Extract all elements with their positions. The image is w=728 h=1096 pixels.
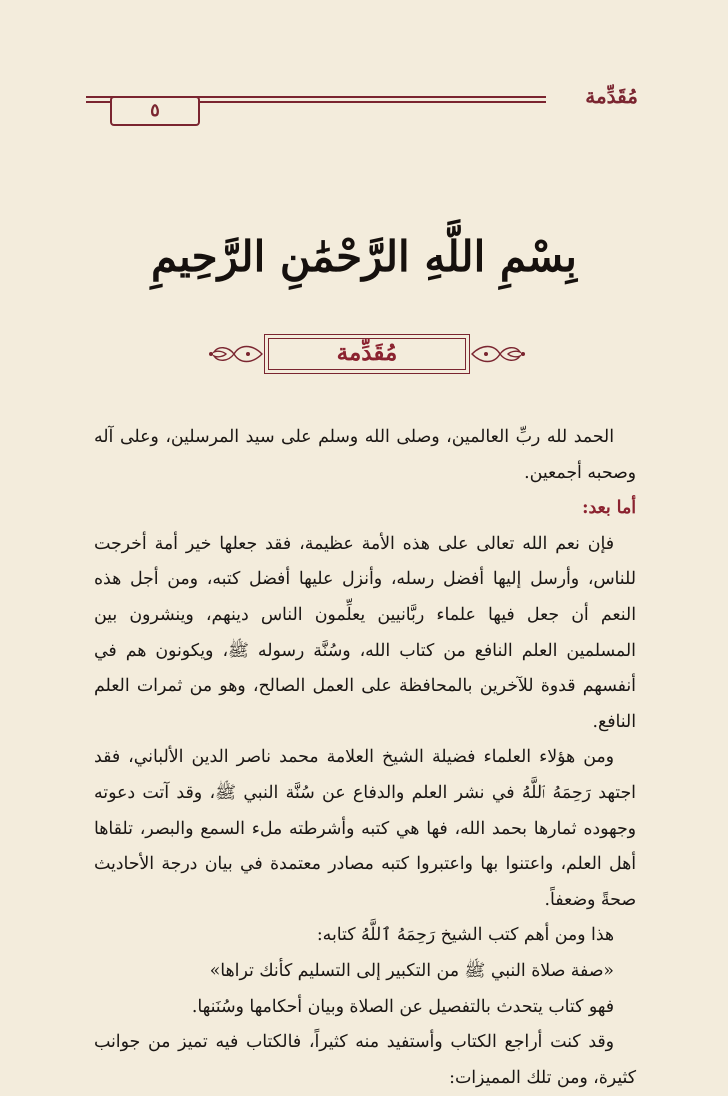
paragraph: فإن نعم الله تعالى على هذه الأمة عظيمة، فقد جعلها خير أمة أخرجت للناس، وأرسل إليها أفضل رسله، وأنزل عليها أفضل كتبه، ومن أجل هذه النعم أن جعل فيها علماء ربَّانيين يعلِّمون الناس دينهم، وينشرون بين المسلمين العلم النافع من كتاب الله، وسُنَّة رسوله ﷺ، ويكونون هم في أنفسهم قدوة للآخرين بالمحافظة على العمل الصالح، وهو من ثمرات العلم النافع.	[94, 533, 636, 732]
paragraph: وقد كنت أراجع الكتاب وأستفيد منه كثيراً، فالكتاب فيه تميز من جوانب كثيرة، ومن تلك المميزات:	[94, 1032, 636, 1088]
basmala-calligraphy: بِسْمِ اللَّهِ الرَّحْمَٰنِ الرَّحِيمِ	[151, 232, 577, 281]
paragraph: فهو كتاب يتحدث بالتفصيل عن الصلاة وبيان أحكامها وسُنَنها.	[191, 996, 614, 1017]
page-number: ٥	[150, 100, 160, 121]
book-title-quote: «صفة صلاة النبي ﷺ من التكبير إلى التسليم كأنك تراها»	[209, 960, 614, 981]
section-title-frame	[208, 334, 526, 374]
running-title: مُقَدِّمة	[585, 84, 638, 108]
floral-ornament-icon	[208, 340, 264, 368]
paragraph: ومن هؤلاء العلماء فضيلة الشيخ العلامة محمد ناصر الدين الألباني، فقد اجتهد رَحِمَهُ ٱللَّهُ في نشر العلم والدفاع عن سُنَّة النبي ﷺ، وقد آتت دعوته وجهوده ثمارها بحمد الله، فها هي كتبه وأشرطته ملء السمع والبصر، تلقاها أهل العلم، واعتنوا بها واعتبروا كتبه مصادر معتمدة في بيان درجة الأحاديث صحةً وضعفاً.	[94, 747, 636, 910]
body-text	[94, 420, 636, 1096]
running-header	[86, 82, 638, 121]
floral-ornament-icon	[470, 340, 526, 368]
header-rule	[86, 94, 546, 121]
section-title-box	[264, 334, 470, 374]
subheading-amma-bad: أما بعد:	[582, 498, 636, 519]
section-title: مُقَدِّمة	[336, 339, 398, 366]
paragraph: الحمد لله ربِّ العالمين، وصلى الله وسلم على سيد المرسلين، وعلى آله وصحبه أجمعين.	[94, 427, 636, 483]
page-number-box	[110, 96, 200, 126]
paragraph: هذا ومن أهم كتب الشيخ رَحِمَهُ ٱللَّهُ كتابه:	[316, 925, 614, 946]
